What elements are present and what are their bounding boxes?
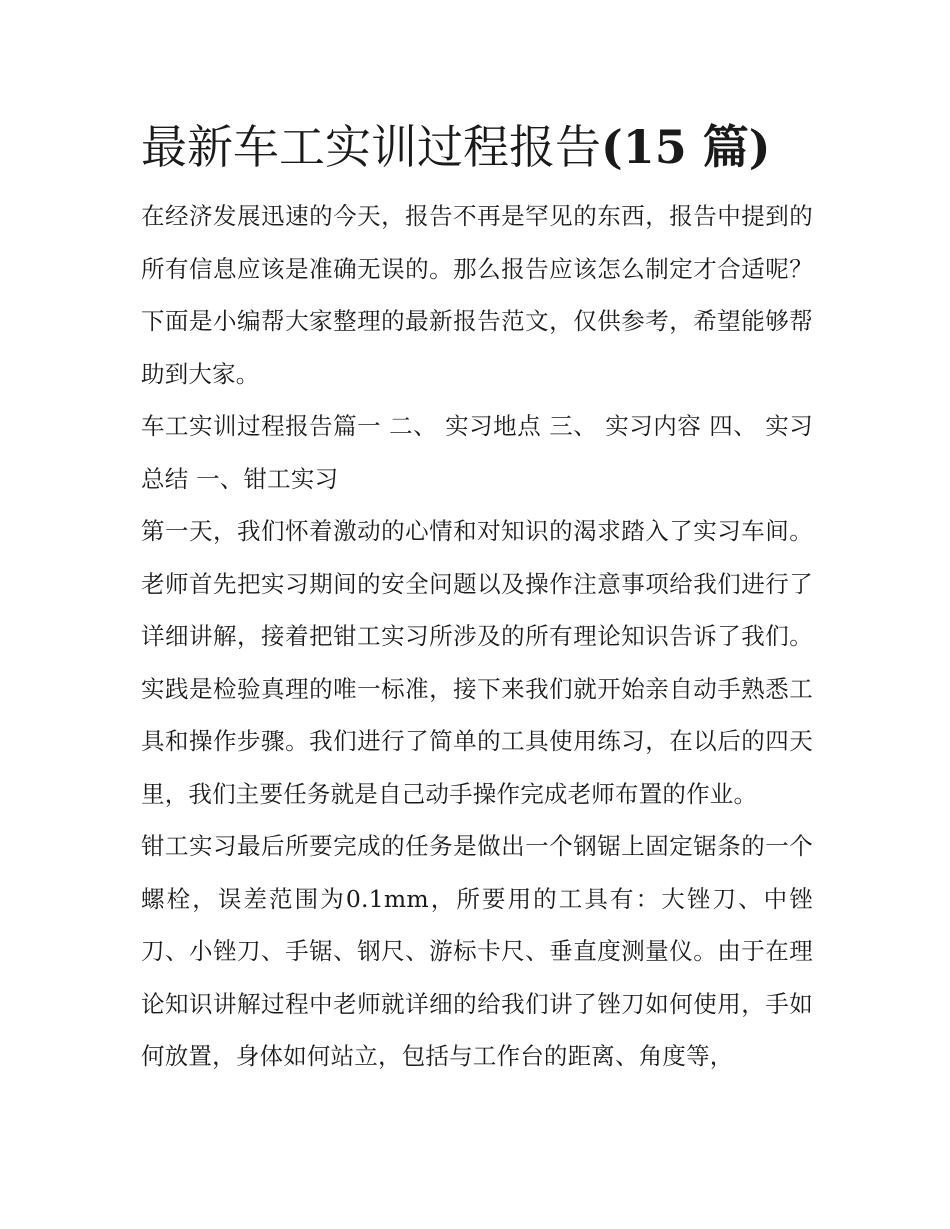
document-title-suffix: (15 篇) (601, 120, 771, 174)
document-body (141, 112, 813, 1083)
document-title (141, 112, 813, 182)
document-title-main: 最新车工实训过程报告 (141, 120, 601, 174)
paragraph-task: 钳工实习最后所要完成的任务是做出一个钢锯上固定锯条的一个螺栓，误差范围为0.1mm，所要用的工具有：大锉刀、中锉刀、小锉刀、手锯、钢尺、游标卡尺、垂直度测量仪。由于在理论知识讲解过程中老师就详细的给我们讲了锉刀如何使用，手如何放置，身体如何站立，包括与工作台的距离、角度等， (141, 832, 813, 1070)
paragraph-intro: 在经济发展迅速的今天，报告不再是罕见的东西，报告中提到的所有信息应该是准确无误的。那么报告应该怎么制定才合适呢？下面是小编帮大家整理的最新报告范文，仅供参考，希望能够帮助到大家。 (141, 202, 813, 388)
paragraph-first-day: 第一天，我们怀着激动的心情和对知识的渴求踏入了实习车间。老师首先把实习期间的安全问题以及操作注意事项给我们进行了详细讲解，接着把钳工实习所涉及的所有理论知识告诉了我们。实践是检验真理的唯一标准，接下来我们就开始亲自动手熟悉工具和操作步骤。我们进行了简单的工具使用练习，在以后的四天里，我们主要任务就是自己动手操作完成老师布置的作业。 (141, 517, 813, 808)
paragraph-outline: 车工实训过程报告篇一 二、 实习地点 三、 实习内容 四、 实习总结 一、钳工实习 (141, 412, 813, 493)
